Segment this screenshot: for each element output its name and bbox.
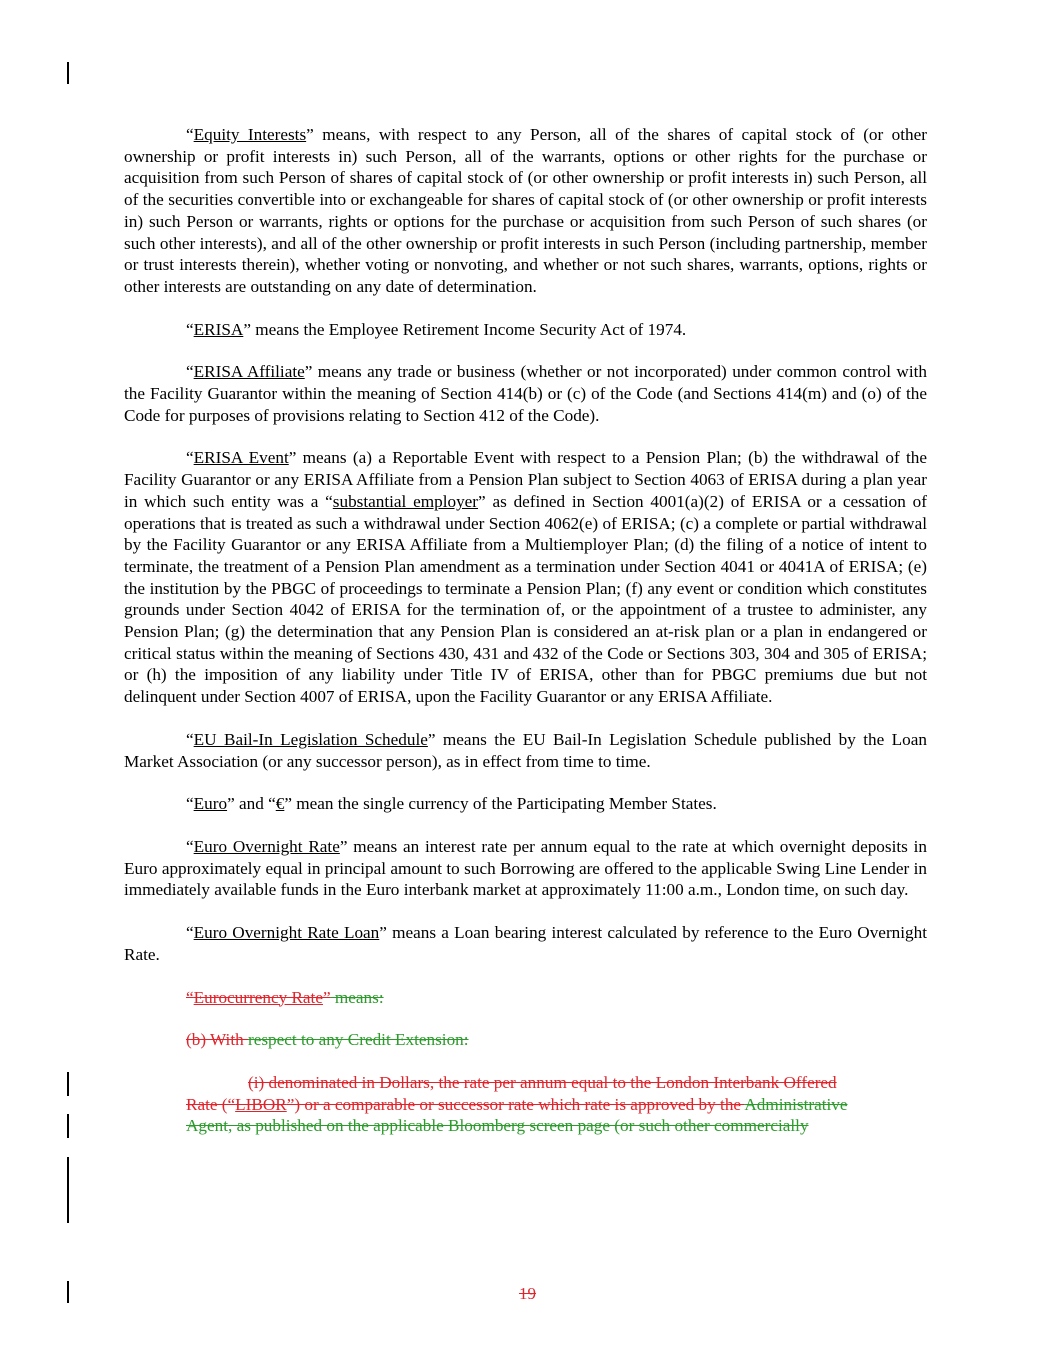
definition-euro-overnight-rate-loan: “Euro Overnight Rate Loan” means a Loan bearing interest calculated by reference to the Euro Overnight Rate. [124, 923, 927, 964]
definition-erisa-event: “ERISA Event” means (a) a Reportable Event with respect to a Pension Plan; (b) the withdrawal of the Facility Guarantor or any ERISA Affiliate from a Pension Plan subject to Section 4063 of ERISA during a plan year in which such entity was a “substantial employer” as defined in Section 4001(a)(2) of ERISA or a cessation of operations that is treated as such a withdrawal under Section 4062(e) of ERISA; (c) a complete or partial withdrawal by the Facility Guarantor or any ERISA Affiliate from a Multiemployer Plan; (d) the filing of a notice of intent to terminate, the treatment of a Pension Plan amendment as a termination under Section 4041 or 4041A of ERISA; (e) the institution by the PBGC of proceedings to terminate a Pension Plan; (f) any event or condition which constitutes grounds under Section 4042 of ERISA for the termination of, or the appointment of a trustee to administer, any Pension Plan; (g) the determination that any Pension Plan is considered an at-risk plan or a plan in endangered or critical status within the meaning of Sections 430, 431 and 432 of the Code or Sections 303, 304 and 305 of ERISA; or (h) the imposition of any liability under Title IV of ERISA, other than for PBGC premiums due but not delinquent under Section 4007 of ERISA, upon the Facility Guarantor or any ERISA Affiliate. [124, 448, 927, 707]
change-bar-eurocurrency [67, 1072, 69, 1096]
change-bar-clause-b [67, 1114, 69, 1138]
defined-term: Euro Overnight Rate [193, 836, 340, 856]
change-bar-clause-i [67, 1157, 69, 1223]
deleted-term: LIBOR [235, 1094, 287, 1114]
document-body [124, 124, 927, 1158]
definition-eu-bail-in: “EU Bail-In Legislation Schedule” means the EU Bail-In Legislation Schedule published by the Loan Market Association (or any successor person), as in effect from time to time. [124, 729, 927, 771]
deleted-clause-i: (i) denominated in Dollars, the rate per annum equal to the London Interbank Offered Rate (“LIBOR”) or a comparable or successor rate which rate is approved by the Administrative Agent, as published on the applicable Bloomberg screen page (or such other commercially [186, 1072, 848, 1136]
defined-term: ERISA Event [193, 448, 289, 468]
deleted-term: Eurocurrency Rate [193, 987, 323, 1007]
definition-euro: “Euro” and “€” mean the single currency of the Participating Member States. [186, 794, 717, 814]
deleted-eurocurrency-rate: “Eurocurrency Rate” means: [186, 987, 384, 1007]
defined-term: ERISA [193, 319, 244, 339]
deleted-clause-b: (b) With respect to any Credit Extension: [186, 1030, 469, 1050]
defined-term-inline: substantial employer [332, 491, 479, 511]
change-bar-top [67, 62, 69, 84]
defined-term: Euro Overnight Rate Loan [193, 923, 380, 943]
page-number: 19 [519, 1284, 536, 1303]
defined-term-symbol: € [275, 794, 285, 814]
defined-term: Equity Interests [193, 125, 307, 144]
defined-term: ERISA Affiliate [193, 362, 305, 382]
definition-erisa: “ERISA” means the Employee Retirement Income Security Act of 1974. [186, 319, 687, 339]
definition-erisa-affiliate: “ERISA Affiliate” means any trade or business (whether or not incorporated) under common control with the Facility Guarantor within the meaning of Section 414(b) or (c) of the Code (and Sections 414(m) and (o) of the Code for purposes of provisions relating to Section 412 of the Code). [124, 362, 927, 425]
defined-term: EU Bail-In Legislation Schedule [193, 729, 428, 749]
definition-equity-interests: “Equity Interests” means, with respect to any Person, all of the shares of capital stock of (or other ownership or profit interests in) such Person, all of the warrants, options or other rights for the purchase or acquisition from such Person of shares of capital stock of (or other ownership or profit interests in) such Person, all of the securities convertible into or exchangeable for shares of capital stock of (or other ownership or profit interests in) such Person or warrants, rights or options for the purchase or acquisition from such Person of such shares (or such other interests), and all of the other ownership or profit interests in such Person (including partnership, member or trust interests therein), whether voting or nonvoting, and whether or not such shares, warrants, options, rights or other interests are outstanding on any date of determination. [124, 125, 927, 296]
definition-euro-overnight-rate: “Euro Overnight Rate” means an interest rate per annum equal to the rate at which overnight deposits in Euro approximately equal in principal amount to such Borrowing are offered to the applicable Swing Line Lender in immediately available funds in the Euro interbank market at approximately 11:00 a.m., London time, on such day. [124, 836, 927, 900]
defined-term: Euro [193, 794, 228, 814]
